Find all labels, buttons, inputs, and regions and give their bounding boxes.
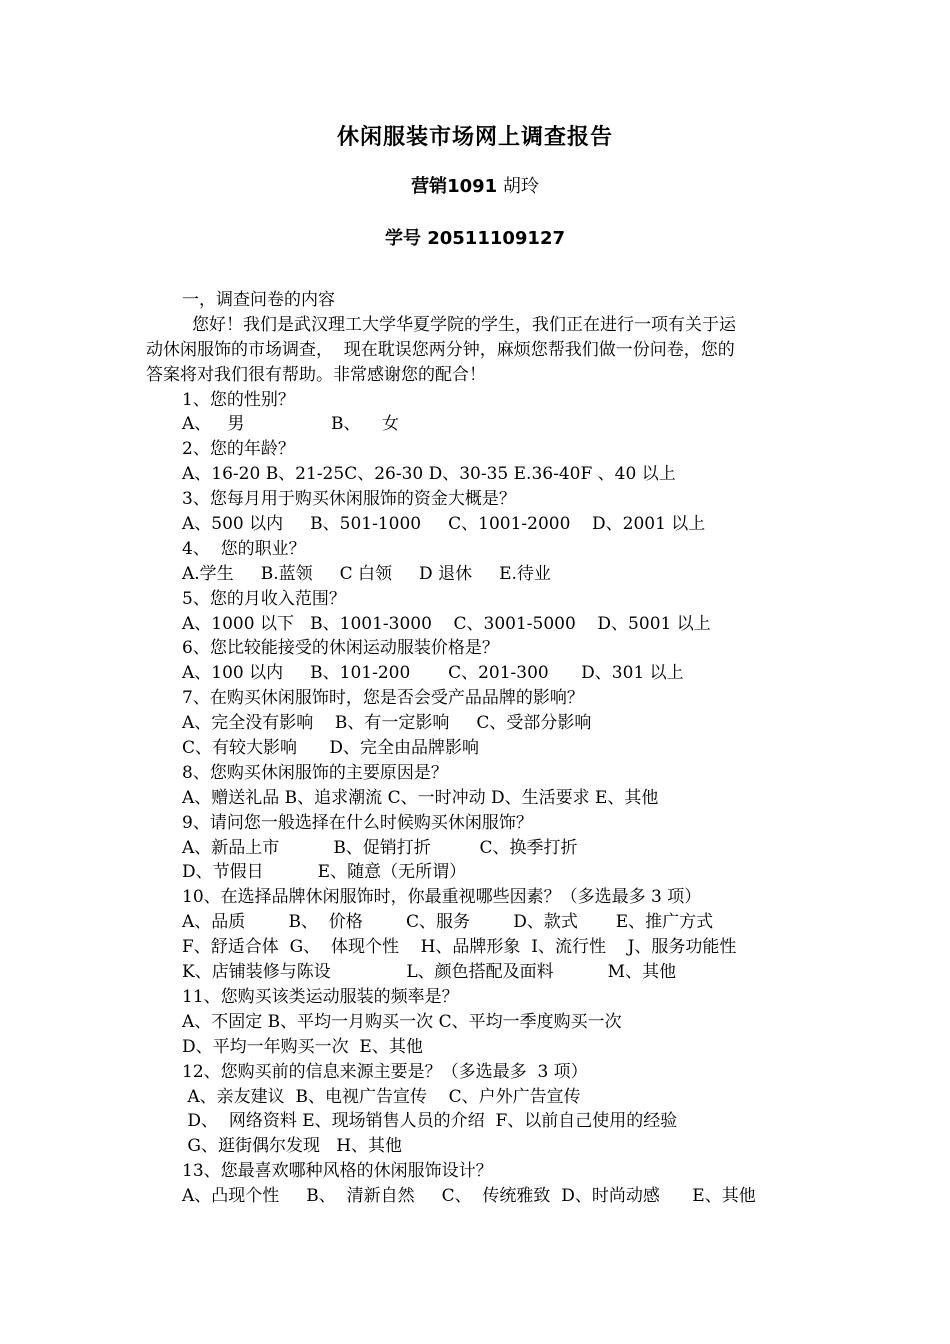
options-line: A、不固定 B、平均一月购买一次 C、平均一季度购买一次 <box>182 1011 622 1032</box>
options-line: D、平均一年购买一次 E、其他 <box>182 1036 423 1057</box>
options-line: A、凸现个性 B、 清新自然 C、 传统雅致 D、时尚动感 E、其他 <box>182 1186 756 1207</box>
question-line: 4、 您的职业？ <box>182 538 306 559</box>
question-line: 1、您的性别？ <box>182 389 295 410</box>
options-line: F、舒适合体 G、 体现个性 H、品牌形象 I、流行性 J、服务功能性 <box>182 937 737 958</box>
intro-paragraph-line: 答案将对我们很有帮助。非常感谢您的配合！ <box>146 364 486 385</box>
question-line: 6、您比较能接受的休闲运动服装价格是？ <box>182 638 499 659</box>
options-line: A、赠送礼品 B、追求潮流 C、一时冲动 D、生活要求 E、其他 <box>182 787 659 808</box>
question-line: 9、请问您一般选择在什么时候购买休闲服饰？ <box>182 812 533 833</box>
question-line: 12、您购买前的信息来源主要是？（多选最多 3 项） <box>182 1061 588 1082</box>
intro-paragraph-line: 动休闲服饰的市场调查， 现在耽误您两分钟，麻烦您帮我们做一份问卷，您的 <box>146 339 735 360</box>
options-line: G、逛街偶尔发现 H、其他 <box>182 1136 403 1157</box>
question-line: 8、您购买休闲服饰的主要原因是？ <box>182 762 448 783</box>
question-line: 13、您最喜欢哪种风格的休闲服饰设计？ <box>182 1161 493 1182</box>
options-line: A、完全没有影响 B、有一定影响 C、受部分影响 <box>182 713 592 734</box>
intro-paragraph-line: 您好！我们是武汉理工大学华夏学院的学生，我们正在进行一项有关于运 <box>192 314 736 335</box>
options-line: A、16-20 B、21-25C、26-30 D、30-35 E.36-40F 、40 以上 <box>182 464 676 485</box>
document-title: 休闲服装市场网上调查报告 <box>336 125 613 150</box>
question-line: 11、您购买该类运动服装的频率是？ <box>182 986 459 1007</box>
question-line: 7、在购买休闲服饰时，您是否会受产品品牌的影响？ <box>182 688 584 709</box>
options-line: A.学生 B.蓝领 C 白领 D 退休 E.待业 <box>182 563 551 584</box>
options-line: A、品质 B、 价格 C、服务 D、款式 E、推广方式 <box>182 912 714 933</box>
options-line: C、有较大影响 D、完全由品牌影响 <box>182 738 480 759</box>
question-line: 5、您的月收入范围？ <box>182 588 346 609</box>
options-line: D、 网络资料 E、现场销售人员的介绍 F、以前自己使用的经验 <box>182 1111 678 1132</box>
options-line: A、新品上市 B、促销打折 C、换季打折 <box>182 837 578 858</box>
options-line: D、节假日 E、随意（无所谓） <box>182 862 467 883</box>
student-number: 学号 20511109127 <box>384 228 566 249</box>
author-name: 胡玲 <box>502 176 539 197</box>
options-line: A、500 以内 B、501-1000 C、1001-2000 D、2001 以上 <box>182 514 706 535</box>
question-line: 3、您每月用于购买休闲服饰的资金大概是？ <box>182 489 516 510</box>
options-line: A、100 以内 B、101-200 C、201-300 D、301 以上 <box>182 663 684 684</box>
options-line: A、1000 以下 B、1001-3000 C、3001-5000 D、5001 以上 <box>182 613 711 634</box>
options-line: A、 男 B、 女 <box>182 414 400 435</box>
question-line: 2、您的年龄？ <box>182 439 295 460</box>
author-class: 营销1091 <box>411 176 498 197</box>
survey-body <box>0 288 950 1209</box>
author-line <box>0 172 950 198</box>
section-heading: 一，调查问卷的内容 <box>182 290 335 310</box>
question-line: 10、在选择品牌休闲服饰时，你最重视哪些因素？（多选最多 3 项） <box>182 887 702 908</box>
options-line: K、店铺装修与陈设 L、颜色搭配及面料 M、其他 <box>182 962 677 983</box>
options-line: A、亲友建议 B、电视广告宣传 C、户外广告宣传 <box>182 1086 581 1107</box>
